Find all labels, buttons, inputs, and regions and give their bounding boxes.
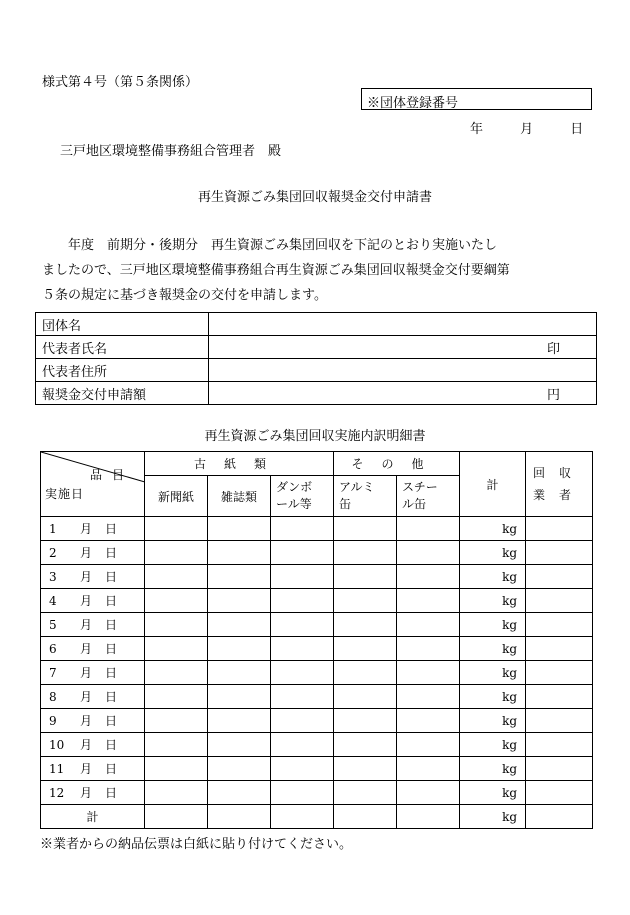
row-total-cell[interactable]: kg bbox=[460, 637, 526, 661]
input-cell[interactable] bbox=[145, 541, 208, 565]
row-date-cell[interactable] bbox=[41, 781, 145, 805]
input-cell[interactable] bbox=[334, 517, 397, 541]
row-month: 月 bbox=[79, 642, 92, 656]
info-label-group-name: 団体名 bbox=[36, 313, 209, 336]
input-cell[interactable] bbox=[271, 661, 334, 685]
total-header: 計 bbox=[460, 452, 526, 517]
row-day: 日 bbox=[104, 786, 117, 800]
input-cell[interactable] bbox=[271, 541, 334, 565]
input-cell[interactable] bbox=[145, 733, 208, 757]
input-cell[interactable] bbox=[271, 613, 334, 637]
input-cell[interactable] bbox=[397, 757, 460, 781]
input-cell[interactable] bbox=[208, 709, 271, 733]
row-number: 5 bbox=[49, 618, 57, 632]
row-total-cell[interactable]: kg bbox=[460, 757, 526, 781]
document-title: 再生資源ごみ集団回収報奨金交付申請書 bbox=[197, 190, 432, 205]
collector-cell[interactable] bbox=[526, 685, 593, 709]
input-cell[interactable] bbox=[397, 805, 460, 829]
registration-number-label: ※団体登録番号 bbox=[367, 96, 459, 111]
row-total-cell[interactable]: kg bbox=[460, 589, 526, 613]
row-number: 7 bbox=[49, 666, 57, 680]
input-cell[interactable] bbox=[334, 589, 397, 613]
group-name-field[interactable] bbox=[209, 313, 597, 336]
input-cell[interactable] bbox=[271, 805, 334, 829]
row-total-cell[interactable]: kg bbox=[460, 661, 526, 685]
input-cell[interactable] bbox=[397, 565, 460, 589]
input-cell[interactable] bbox=[526, 805, 593, 829]
input-cell[interactable] bbox=[271, 709, 334, 733]
table-row bbox=[41, 541, 593, 565]
row-number: 12 bbox=[49, 786, 65, 800]
total-row bbox=[41, 805, 593, 829]
info-label-representative-address: 代表者住所 bbox=[36, 359, 209, 382]
steel-header: スチー ル缶 bbox=[397, 476, 460, 517]
input-cell[interactable] bbox=[397, 661, 460, 685]
row-month: 月 bbox=[79, 594, 92, 608]
input-cell[interactable] bbox=[271, 781, 334, 805]
form-number: 様式第４号（第５条関係） bbox=[42, 75, 199, 90]
input-cell[interactable] bbox=[145, 637, 208, 661]
input-cell[interactable] bbox=[334, 709, 397, 733]
info-label-representative-name: 代表者氏名 bbox=[36, 336, 209, 359]
input-cell[interactable] bbox=[208, 733, 271, 757]
table-row bbox=[41, 781, 593, 805]
input-cell[interactable] bbox=[145, 805, 208, 829]
row-day: 日 bbox=[104, 738, 117, 752]
year-label: 年 bbox=[470, 122, 484, 137]
input-cell[interactable] bbox=[208, 757, 271, 781]
collector-cell[interactable] bbox=[526, 661, 593, 685]
application-amount-field[interactable]: 円 bbox=[209, 382, 597, 405]
input-cell[interactable] bbox=[145, 661, 208, 685]
month-label: 月 bbox=[520, 122, 534, 137]
row-day: 日 bbox=[104, 762, 117, 776]
input-cell[interactable] bbox=[397, 685, 460, 709]
row-total-cell[interactable]: kg bbox=[460, 517, 526, 541]
other-header: その他 bbox=[334, 452, 460, 476]
row-number: 10 bbox=[49, 738, 65, 752]
row-day: 日 bbox=[104, 594, 117, 608]
total-sum-cell[interactable]: kg bbox=[460, 805, 526, 829]
row-total-cell[interactable]: kg bbox=[460, 685, 526, 709]
table-row bbox=[41, 757, 593, 781]
table-row bbox=[41, 661, 593, 685]
input-cell[interactable] bbox=[334, 637, 397, 661]
detail-title: 再生資源ごみ集団回収実施内訳明細書 bbox=[204, 429, 426, 444]
input-cell[interactable] bbox=[397, 589, 460, 613]
info-row bbox=[36, 359, 597, 382]
row-month: 月 bbox=[79, 690, 92, 704]
registration-number-field[interactable] bbox=[361, 88, 592, 110]
applicant-info-table bbox=[35, 312, 597, 405]
row-day: 日 bbox=[104, 642, 117, 656]
input-cell[interactable] bbox=[208, 565, 271, 589]
collector-cell[interactable] bbox=[526, 541, 593, 565]
input-cell[interactable] bbox=[208, 589, 271, 613]
collector-cell[interactable] bbox=[526, 709, 593, 733]
table-row bbox=[41, 517, 593, 541]
diagonal-line bbox=[41, 452, 145, 514]
input-cell[interactable] bbox=[271, 733, 334, 757]
input-cell[interactable] bbox=[334, 685, 397, 709]
input-cell[interactable] bbox=[397, 637, 460, 661]
row-day: 日 bbox=[104, 690, 117, 704]
collector-cell[interactable] bbox=[526, 637, 593, 661]
aluminum-header: アルミ 缶 bbox=[334, 476, 397, 517]
date-header: 実施日 bbox=[45, 487, 85, 501]
newspaper-header: 新聞紙 bbox=[145, 476, 208, 517]
row-day: 日 bbox=[104, 666, 117, 680]
day-label: 日 bbox=[570, 122, 584, 137]
table-row bbox=[41, 589, 593, 613]
row-number: 11 bbox=[49, 762, 65, 776]
row-month: 月 bbox=[79, 570, 92, 584]
row-number: 8 bbox=[49, 690, 57, 704]
row-total-cell[interactable]: kg bbox=[460, 541, 526, 565]
input-cell[interactable] bbox=[208, 661, 271, 685]
input-cell[interactable] bbox=[397, 709, 460, 733]
detail-table bbox=[40, 451, 593, 829]
row-number: 2 bbox=[49, 546, 57, 560]
cardboard-header: ダンボ ール等 bbox=[271, 476, 334, 517]
input-cell[interactable] bbox=[145, 589, 208, 613]
table-row bbox=[41, 565, 593, 589]
input-cell[interactable] bbox=[145, 613, 208, 637]
row-total-cell[interactable]: kg bbox=[460, 781, 526, 805]
item-header: 品目 bbox=[89, 468, 134, 482]
row-month: 月 bbox=[79, 666, 92, 680]
input-cell[interactable] bbox=[397, 517, 460, 541]
input-cell[interactable] bbox=[397, 733, 460, 757]
input-cell[interactable] bbox=[271, 589, 334, 613]
date-line bbox=[470, 118, 583, 137]
paper-header: 古紙類 bbox=[145, 452, 334, 476]
info-row bbox=[36, 336, 597, 359]
input-cell[interactable] bbox=[334, 565, 397, 589]
collector-cell[interactable] bbox=[526, 733, 593, 757]
input-cell[interactable] bbox=[334, 613, 397, 637]
input-cell[interactable] bbox=[208, 517, 271, 541]
row-date-cell[interactable] bbox=[41, 517, 145, 541]
body-text bbox=[42, 233, 592, 308]
row-date-cell[interactable] bbox=[41, 733, 145, 757]
magazine-header: 雑誌類 bbox=[208, 476, 271, 517]
row-date-cell[interactable] bbox=[41, 685, 145, 709]
row-month: 月 bbox=[79, 522, 92, 536]
input-cell[interactable] bbox=[334, 757, 397, 781]
input-cell[interactable] bbox=[208, 541, 271, 565]
body-line: ５条の規定に基づき報奨金の交付を申請します。 bbox=[42, 288, 327, 303]
collector-cell[interactable] bbox=[526, 613, 593, 637]
input-cell[interactable] bbox=[208, 805, 271, 829]
input-cell[interactable] bbox=[145, 517, 208, 541]
input-cell[interactable] bbox=[208, 685, 271, 709]
input-cell[interactable] bbox=[334, 661, 397, 685]
row-date-cell[interactable] bbox=[41, 757, 145, 781]
footnote: ※業者からの納品伝票は白紙に貼り付けてください。 bbox=[40, 837, 353, 852]
input-cell[interactable] bbox=[208, 613, 271, 637]
row-total-cell[interactable]: kg bbox=[460, 613, 526, 637]
row-date-cell[interactable] bbox=[41, 613, 145, 637]
input-cell[interactable] bbox=[334, 781, 397, 805]
input-cell[interactable] bbox=[145, 781, 208, 805]
table-row bbox=[41, 733, 593, 757]
input-cell[interactable] bbox=[334, 805, 397, 829]
representative-name-field[interactable]: 印 bbox=[209, 336, 597, 359]
table-row bbox=[41, 685, 593, 709]
row-day: 日 bbox=[104, 618, 117, 632]
table-row bbox=[41, 637, 593, 661]
input-cell[interactable] bbox=[208, 637, 271, 661]
input-cell[interactable] bbox=[397, 541, 460, 565]
input-cell[interactable] bbox=[271, 517, 334, 541]
info-label-application-amount: 報奨金交付申請額 bbox=[36, 382, 209, 405]
table-row bbox=[41, 709, 593, 733]
row-day: 日 bbox=[104, 714, 117, 728]
info-row bbox=[36, 382, 597, 405]
row-month: 月 bbox=[79, 762, 92, 776]
input-cell[interactable] bbox=[145, 685, 208, 709]
collector-cell[interactable] bbox=[526, 757, 593, 781]
row-number: 4 bbox=[49, 594, 57, 608]
input-cell[interactable] bbox=[271, 685, 334, 709]
table-row bbox=[41, 613, 593, 637]
collector-cell[interactable] bbox=[526, 517, 593, 541]
row-day: 日 bbox=[104, 570, 117, 584]
header-row-top bbox=[41, 452, 593, 476]
input-cell[interactable] bbox=[271, 637, 334, 661]
input-cell[interactable] bbox=[397, 781, 460, 805]
row-day: 日 bbox=[104, 546, 117, 560]
addressee: 三戸地区環境整備事務組合管理者 殿 bbox=[60, 144, 282, 159]
total-row-label: 計 bbox=[41, 805, 145, 829]
input-cell[interactable] bbox=[334, 541, 397, 565]
info-row bbox=[36, 313, 597, 336]
row-day: 日 bbox=[104, 522, 117, 536]
collector-cell[interactable] bbox=[526, 565, 593, 589]
body-line: ましたので、三戸地区環境整備事務組合再生資源ごみ集団回収報奨金交付要綱第 bbox=[42, 263, 510, 278]
row-date-cell[interactable] bbox=[41, 541, 145, 565]
input-cell[interactable] bbox=[145, 709, 208, 733]
collector-cell[interactable] bbox=[526, 781, 593, 805]
row-number: 3 bbox=[49, 570, 57, 584]
row-date-cell[interactable] bbox=[41, 709, 145, 733]
row-month: 月 bbox=[79, 786, 92, 800]
detail-body bbox=[41, 517, 593, 805]
row-date-cell[interactable] bbox=[41, 661, 145, 685]
collector-cell[interactable] bbox=[526, 589, 593, 613]
input-cell[interactable] bbox=[271, 757, 334, 781]
row-total-cell[interactable]: kg bbox=[460, 733, 526, 757]
row-month: 月 bbox=[79, 618, 92, 632]
body-line: 年度 前期分・後期分 再生資源ごみ集団回収を下記のとおり実施いたし bbox=[42, 238, 498, 253]
row-number: 6 bbox=[49, 642, 57, 656]
collector-header: 回収 業者 bbox=[526, 452, 593, 517]
row-total-cell[interactable]: kg bbox=[460, 709, 526, 733]
row-total-cell[interactable]: kg bbox=[460, 565, 526, 589]
input-cell[interactable] bbox=[334, 733, 397, 757]
row-month: 月 bbox=[79, 546, 92, 560]
input-cell[interactable] bbox=[208, 781, 271, 805]
row-month: 月 bbox=[79, 714, 92, 728]
input-cell[interactable] bbox=[145, 565, 208, 589]
input-cell[interactable] bbox=[397, 613, 460, 637]
representative-address-field[interactable] bbox=[209, 359, 597, 382]
row-number: 1 bbox=[49, 522, 57, 536]
item-date-header bbox=[41, 452, 145, 517]
row-number: 9 bbox=[49, 714, 57, 728]
input-cell[interactable] bbox=[271, 565, 334, 589]
row-date-cell[interactable] bbox=[41, 565, 145, 589]
row-date-cell[interactable] bbox=[41, 589, 145, 613]
input-cell[interactable] bbox=[145, 757, 208, 781]
row-date-cell[interactable] bbox=[41, 637, 145, 661]
row-month: 月 bbox=[79, 738, 92, 752]
